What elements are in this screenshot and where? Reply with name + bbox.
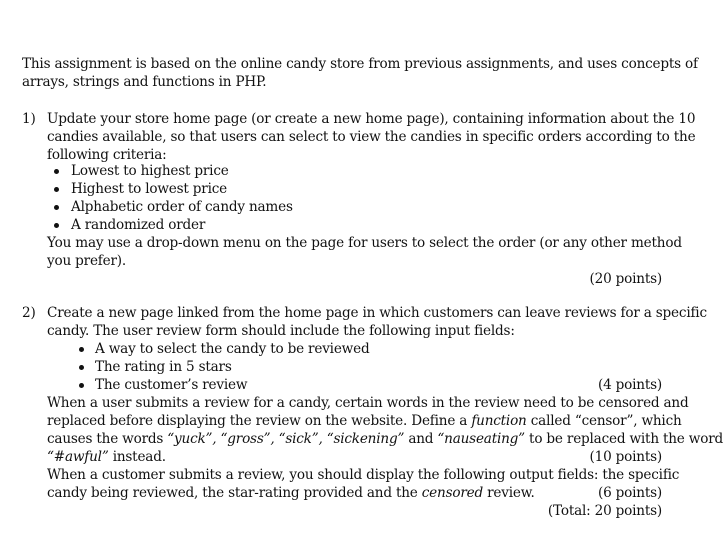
q2-bullets-points: (4 points) [597,377,662,393]
q2-para1-line-3 [47,430,723,448]
q2-bullet-1: A way to select the candy to be reviewed [95,341,370,357]
q1-points: (20 points) [589,271,662,287]
text-run: replaced before displaying the review on the website. Define a [47,413,472,429]
intro-line-1: This assignment is based on the online candy store from previous assignments, and uses concepts of [22,56,698,72]
q1-after-line-2: you prefer). [47,253,126,269]
q2-bullet-2: The rating in 5 stars [95,359,232,375]
q2-bullet-3: The customer’s review [95,377,248,393]
text-run: causes the words [47,431,168,447]
q2-para2-line-2 [47,484,535,502]
q1-line-2: candies available, so that users can select to view the candies in specific orders according to the [47,129,696,145]
q2-para2-line-1: When a customer submits a review, you should display the following output fields: the specific [47,467,680,483]
total-points: (Total: 20 points) [547,503,662,519]
bullet-icon [79,365,84,370]
text-run: candy being reviewed, the star-rating provided and the [47,485,422,501]
emphasis-function: function [471,413,527,429]
q2-para1-line-1: When a user submits a review for a candy, certain words in the review need to be censored and [47,395,689,411]
text-run: and [404,431,438,447]
bullet-icon [79,347,84,352]
bullet-icon [54,223,59,228]
emphasis-words: “yuck”, “gross”, “sick”, “sickening” [167,431,405,447]
emphasis-awful: “#awful” [47,449,109,465]
q1-bullet-3: Alphabetic order of candy names [71,199,293,215]
q1-after-line-1: You may use a drop-down menu on the page for users to select the order (or any other method [47,235,682,251]
bullet-icon [79,383,84,388]
text-run: called “censor”, which [526,413,682,429]
text-run: instead. [108,449,166,465]
q2-para1-line-2 [47,412,682,430]
q1-bullet-4: A randomized order [71,217,206,233]
q1-line-1: Update your store home page (or create a new home page), containing information about the 10 [47,111,696,127]
text-run: to be replaced with the word [524,431,723,447]
q1-line-3: following criteria: [47,147,167,163]
emphasis-censored: censored [421,485,483,501]
bullet-icon [54,187,59,192]
q2-para1-points: (10 points) [589,449,662,465]
q1-bullet-1: Lowest to highest price [71,163,229,179]
q2-number: 2) [22,305,36,321]
bullet-icon [54,205,59,210]
intro-line-2: arrays, strings and functions in PHP. [22,74,267,90]
q2-line-2: candy. The user review form should include the following input fields: [47,323,515,339]
q1-number: 1) [22,111,36,127]
emphasis-nauseating: “nauseating” [437,431,525,447]
bullet-icon [54,169,59,174]
text-run: review. [482,485,535,501]
q2-line-1: Create a new page linked from the home page in which customers can leave reviews for a specific [47,305,707,321]
q2-para1-line-4 [47,448,166,466]
q2-para2-points: (6 points) [597,485,662,501]
q1-bullet-2: Highest to lowest price [71,181,228,197]
